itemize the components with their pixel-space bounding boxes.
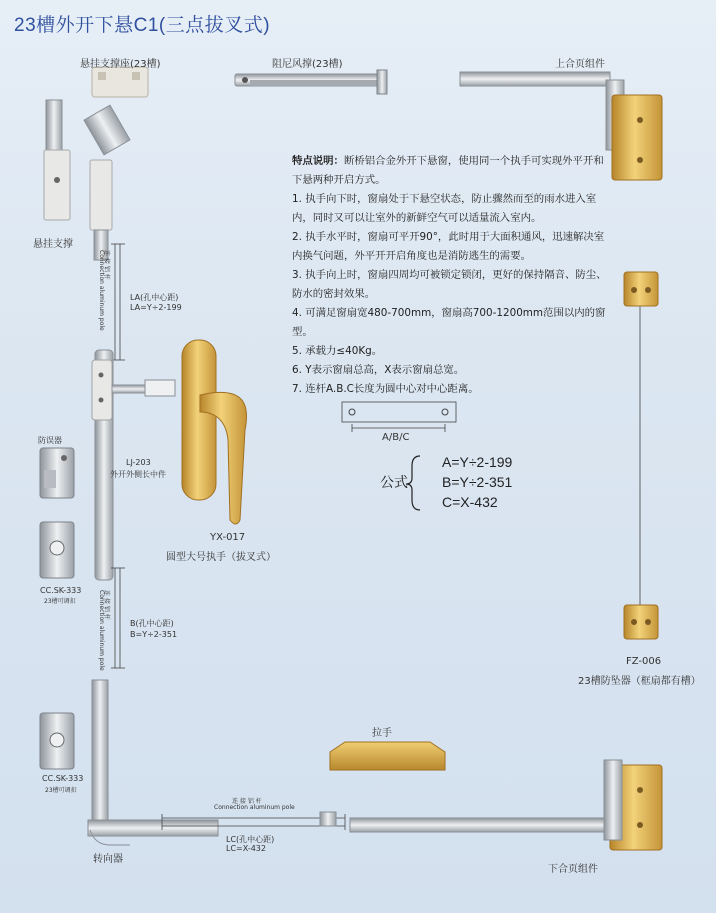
- lower-hinge-image: [604, 760, 662, 850]
- abc-dimension-diagram: [342, 402, 456, 432]
- abc-dimension-label: A/B/C: [382, 432, 410, 443]
- feature-intro-text: 断桥铝合金外开下悬窗，使用同一个执手可实现外平开和下悬两种开启方式。: [292, 155, 604, 186]
- rod-b-bracket: [111, 568, 125, 668]
- keeper-a-sub: 23槽可调扣: [44, 598, 76, 605]
- feature-description: [292, 152, 610, 399]
- corner-drive-label: 转向器: [93, 854, 123, 865]
- rod-b-en: Connection aluminum pole: [98, 590, 105, 671]
- hanging-support-seat-image: [92, 67, 148, 97]
- anti-fall-device-image: [624, 272, 658, 639]
- formula-line-c: C=X-432: [442, 494, 498, 510]
- hanging-support-label: 悬挂支撑: [33, 239, 73, 250]
- feature-heading: 特点说明：: [292, 155, 344, 167]
- formula-label: 公式: [380, 474, 408, 490]
- formula-brace: [406, 456, 420, 510]
- pull-handle-image: [330, 742, 445, 770]
- pull-handle-label: 拉手: [372, 728, 392, 739]
- rod-b-cn: 连 接 铝 杆: [103, 590, 110, 620]
- rod-la-label: LA(孔中心距): [130, 293, 179, 302]
- rod-la-bracket: [111, 244, 125, 360]
- handle-image: [182, 340, 247, 524]
- formula-line-a: A=Y÷2-199: [442, 454, 513, 470]
- hanging-support-seat-label: 悬挂支撑座(23槽): [80, 59, 161, 70]
- feature-item: 4. 可满足窗扇宽480-700mm，窗扇高700-1200mm范围以内的窗型。: [292, 307, 606, 338]
- formula-line-b: B=Y÷2-351: [442, 474, 513, 490]
- lj-203-name: 外开外侧长中件: [110, 470, 166, 479]
- rod-la-formula: LA=Y÷2-199: [130, 303, 182, 312]
- damper-stay-image: [235, 70, 387, 94]
- anti-misoperation-image: [40, 448, 74, 498]
- rod-lc-label: LC(孔中心距): [226, 835, 275, 844]
- feature-item: 5. 承载力≤40Kg。: [292, 345, 383, 357]
- handle-code: YX-017: [210, 532, 246, 543]
- upper-hinge-label: 上合页组件: [555, 59, 605, 70]
- feature-item: 1. 执手向下时，窗扇处于下悬空状态，防止骤然而至的雨水进入室内，同时又可以让室外的新鲜空气可以适量流入室内。: [292, 193, 597, 224]
- feature-item: 3. 执手向上时，窗扇四周均可被锁定锁闭，更好的保持隔音、防尘、防水的密封效果。: [292, 269, 607, 300]
- handle-name: 圆型大号执手（拔叉式）: [166, 552, 276, 563]
- corner-drive-image: [88, 680, 218, 845]
- keeper-a-image: [40, 522, 74, 578]
- page-title: 23槽外开下悬C1(三点拔叉式): [14, 15, 271, 36]
- fz-006-code: FZ-006: [626, 656, 662, 667]
- lj-203-code: LJ-203: [126, 458, 151, 467]
- damper-stay-label: 阻尼风撑(23槽): [272, 59, 343, 70]
- fz-006-name: 23槽防坠器（框扇都有槽）: [578, 676, 701, 687]
- rod-lc-cn: 连 接 铝 杆: [232, 798, 262, 805]
- keeper-a-code: CC.SK-333: [40, 586, 82, 595]
- rod-la-cn: 连 接 铝 杆: [103, 250, 110, 280]
- rod-la-en: Connection aluminum pole: [98, 250, 105, 331]
- rod-b-label: B(孔中心距): [130, 619, 174, 628]
- feature-item: 7. 连杆A.B.C长度为圆中心对中心距离。: [292, 383, 479, 395]
- rod-b-formula: B=Y÷2-351: [130, 630, 178, 639]
- feature-item: 2. 执手水平时，窗扇可平开90°，此时用于大面积通风，迅速解决室内换气问题，外平开开启角度也是消防逃生的需要。: [292, 231, 605, 262]
- keeper-b-code: CC.SK-333: [42, 774, 84, 783]
- keeper-b-image: [40, 713, 74, 769]
- bottom-drive-bar-image: [350, 818, 620, 832]
- feature-intro: [292, 152, 610, 190]
- feature-item: 6. Y表示窗扇总高，X表示窗扇总宽。: [292, 364, 465, 376]
- keeper-b-sub: 23槽可调扣: [45, 787, 77, 794]
- rod-lc-formula: LC=X-432: [226, 844, 266, 853]
- anti-misoperation-label: 防误器: [38, 436, 62, 445]
- lower-hinge-label: 下合页组件: [548, 864, 598, 875]
- rod-lc-en: Connection aluminum pole: [214, 804, 295, 811]
